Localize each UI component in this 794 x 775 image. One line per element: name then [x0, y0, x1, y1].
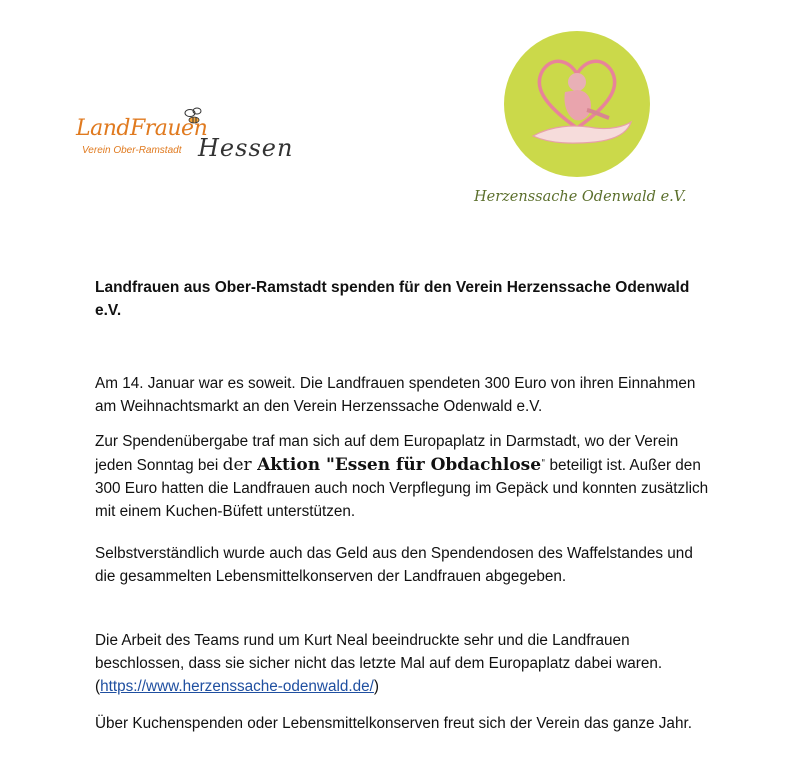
aktion-closing-quote: "	[541, 459, 546, 469]
website-link[interactable]: https://www.herzenssache-odenwald.de/	[100, 678, 374, 695]
aktion-highlight: Aktion "Essen für Obdachlose	[257, 455, 542, 475]
herzenssache-logo	[503, 30, 651, 178]
paragraph-2-text-start: Zur Spendenübergabe traf man sich auf dem Europaplatz in Darmstadt, wo der Verein jeden Sonntag bei	[95, 433, 679, 474]
herzenssache-caption: Herzenssache Odenwald e.V.	[474, 189, 687, 205]
logo-word-hessen: Hessen	[198, 134, 294, 162]
landfrauen-logo	[76, 104, 294, 166]
paragraph-2-der: der	[222, 455, 258, 475]
article-title: Landfrauen aus Ober-Ramstadt spenden für den Verein Herzenssache Odenwald e.V.	[95, 279, 690, 319]
logo-subtitle: Verein Ober-Ramstadt	[82, 145, 182, 156]
paragraph-4-text: Die Arbeit des Teams rund um Kurt Neal beeindruckte sehr und die Landfrauen beschlossen, dass sie sicher nicht das letzte Mal auf dem Europaplatz dabei waren. (	[95, 632, 663, 695]
paragraph-3: Selbstverständlich wurde auch das Geld aus den Spendendosen des Waffelstandes und die gesammelten Lebensmittelkonserven der Landfrauen abgegeben.	[95, 545, 693, 585]
paragraph-4-close: )	[373, 678, 380, 695]
paragraph-2	[95, 430, 715, 523]
paragraph-4	[95, 629, 715, 698]
paragraph-2-text-end: beteiligt ist. Außer den 300 Euro hatten die Landfrauen auch noch Verpflegung im Gepäck und konnten zusätzlich mit einem Kuchen-Büfett unterstützen.	[95, 457, 709, 520]
paragraph-5: Über Kuchenspenden oder Lebensmittelkonserven freut sich der Verein das ganze Jahr.	[95, 715, 692, 732]
logo-word-landfrauen: LandFrauen	[76, 116, 208, 141]
paragraph-1: Am 14. Januar war es soweit. Die Landfrauen spendeten 300 Euro von ihren Einnahmen am Weihnachtsmarkt an den Verein Herzenssache Odenwald e.V.	[95, 375, 696, 415]
